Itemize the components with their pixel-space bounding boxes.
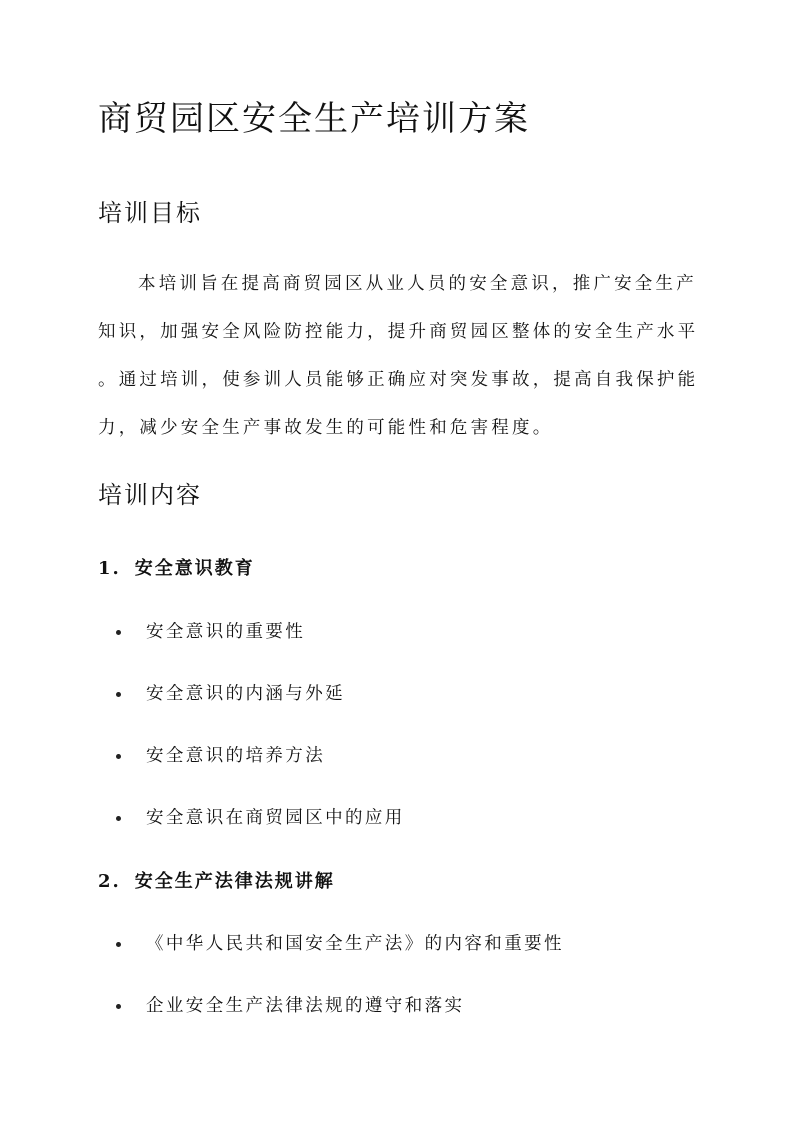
subsection-number: 1. [98,558,121,579]
bullet-dot-icon [116,1004,121,1009]
list-item-text: 安全意识在商贸园区中的应用 [146,808,405,828]
list-item-text: 安全意识的培养方法 [146,746,326,766]
paragraph-line: 本培训旨在提高商贸园区从业人员的安全意识，推广安全生产 [138,274,697,294]
section-heading-training-content: 培训内容 [98,481,202,509]
list-item [116,930,564,992]
bullet-dot-icon [116,942,121,947]
bullet-dot-icon [116,630,121,635]
document-title: 商贸园区安全生产培训方案 [98,99,530,139]
subsection-heading-safety-awareness [98,555,255,583]
bullet-dot-icon [116,754,121,759]
subsection-heading-safety-law [98,868,335,896]
paragraph-line: 知识，加强安全风险防控能力，提升商贸园区整体的安全生产水平 [98,322,699,342]
bullet-dot-icon [116,692,121,697]
subsection-title: 安全生产法律法规讲解 [134,871,335,892]
paragraph-line: 力，减少安全生产事故发生的可能性和危害程度。 [98,418,554,438]
subsection-number: 2. [98,871,121,892]
list-item-text: 企业安全生产法律法规的遵守和落实 [146,996,465,1016]
list-item [116,992,564,1054]
subsection-title: 安全意识教育 [134,558,255,579]
list-item [116,804,405,866]
bullet-dot-icon [116,816,121,821]
paragraph-line: 。通过培训，使参训人员能够正确应对突发事故，提高自我保护能 [98,370,699,390]
list-item-text: 《中华人民共和国安全生产法》的内容和重要性 [146,934,564,954]
list-item [116,742,405,804]
bullet-list-safety-law [116,930,564,1054]
training-goal-paragraph [98,265,702,457]
list-item [116,618,405,680]
section-heading-training-goal: 培训目标 [98,199,202,227]
list-item-text: 安全意识的重要性 [146,622,306,642]
bullet-list-safety-awareness [116,618,405,866]
list-item-text: 安全意识的内涵与外延 [146,684,345,704]
list-item [116,680,405,742]
